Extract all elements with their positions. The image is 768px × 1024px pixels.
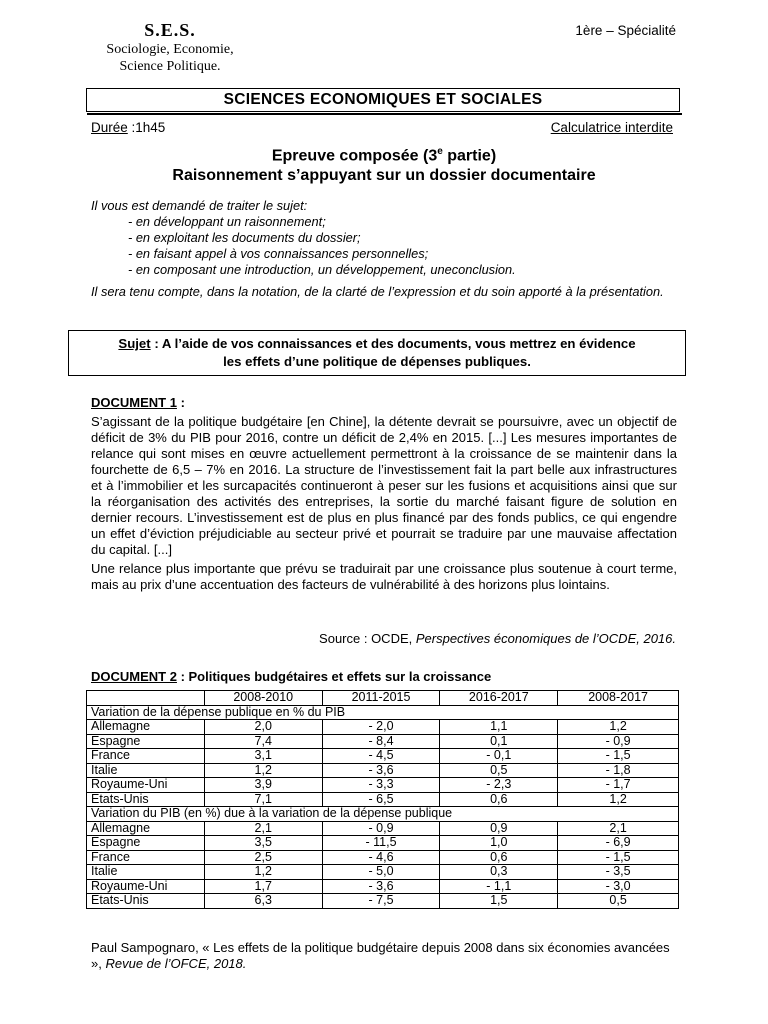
subject-box <box>68 330 686 376</box>
table-country-cell: Espagne <box>87 836 205 851</box>
subject-line2: les effets d’une politique de dépenses publiques. <box>223 354 531 369</box>
table-country-cell: France <box>87 850 205 865</box>
table-section-row <box>87 705 679 720</box>
ses-title: S.E.S. <box>144 20 196 40</box>
table-row <box>87 821 679 836</box>
table-row <box>87 778 679 793</box>
document1-source <box>319 631 676 646</box>
table-value-cell: 0,6 <box>440 850 558 865</box>
document1-suffix: : <box>176 395 185 410</box>
table-value-cell: - 5,0 <box>322 865 440 880</box>
document2-label: DOCUMENT 2 <box>91 669 177 684</box>
table-section-label: Variation de la dépense publique en % du PIB <box>87 705 679 720</box>
table-row <box>87 763 679 778</box>
table-value-cell: 6,3 <box>204 894 322 909</box>
instruction-item: - en composant une introduction, un développement, uneconclusion. <box>128 262 516 277</box>
table-row <box>87 865 679 880</box>
table-value-cell: - 3,0 <box>558 879 679 894</box>
table-row <box>87 720 679 735</box>
level-label: 1ère – Spécialité <box>575 23 676 38</box>
table-section-row <box>87 807 679 822</box>
table-row <box>87 749 679 764</box>
document1-title <box>91 395 185 410</box>
document1-source-title: Perspectives économiques de l’OCDE, 2016. <box>415 631 676 646</box>
table-row <box>87 894 679 909</box>
table-value-cell: 1,2 <box>558 792 679 807</box>
table-country-cell: Etats-Unis <box>87 792 205 807</box>
table-header-cell <box>87 691 205 706</box>
calculator-note: Calculatrice interdite <box>550 120 673 135</box>
table-country-cell: Allemagne <box>87 720 205 735</box>
table-value-cell: 1,2 <box>204 763 322 778</box>
document2-source-prefix: Paul Sampognaro, « Les effets de la politique budgétaire depuis 2008 dans six économies avancées », <box>91 940 670 971</box>
table-row <box>87 879 679 894</box>
instructions-intro: Il vous est demandé de traiter le sujet: <box>91 198 308 213</box>
table-value-cell: - 1,5 <box>558 749 679 764</box>
instruction-item: - en développant un raisonnement; <box>128 214 326 229</box>
table-row <box>87 836 679 851</box>
table-value-cell: 1,2 <box>558 720 679 735</box>
table-row <box>87 734 679 749</box>
table-value-cell: 0,3 <box>440 865 558 880</box>
table-country-cell: France <box>87 749 205 764</box>
table-value-cell: 1,1 <box>440 720 558 735</box>
table-value-cell: - 3,6 <box>322 763 440 778</box>
table-value-cell: 7,4 <box>204 734 322 749</box>
table-value-cell: - 0,9 <box>558 734 679 749</box>
table-value-cell: 3,1 <box>204 749 322 764</box>
duration <box>91 120 165 135</box>
table-value-cell: 0,5 <box>440 763 558 778</box>
instructions-list <box>91 214 679 278</box>
table-value-cell: - 7,5 <box>322 894 440 909</box>
table-value-cell: 1,7 <box>204 879 322 894</box>
table-header-cell: 2016-2017 <box>440 691 558 706</box>
table-country-cell: Etats-Unis <box>87 894 205 909</box>
table-country-cell: Italie <box>87 763 205 778</box>
table-value-cell: 0,5 <box>558 894 679 909</box>
table-value-cell: 2,1 <box>558 821 679 836</box>
table-value-cell: - 1,8 <box>558 763 679 778</box>
table-value-cell: - 4,5 <box>322 749 440 764</box>
table-value-cell: - 0,1 <box>440 749 558 764</box>
exam-heading-line1 <box>0 142 768 166</box>
table-row <box>87 792 679 807</box>
instructions-note: Il sera tenu compte, dans la notation, de la clarté de l’expression et du soin apporté à la présentation. <box>91 284 664 299</box>
table-country-cell: Royaume-Uni <box>87 778 205 793</box>
document1-text <box>91 414 677 596</box>
table-value-cell: 3,5 <box>204 836 322 851</box>
table-header-row <box>87 691 679 706</box>
table-value-cell: - 3,6 <box>322 879 440 894</box>
exam-heading-sup: e <box>437 146 443 157</box>
table-value-cell: 0,6 <box>440 792 558 807</box>
document1-source-prefix: Source : OCDE, <box>319 631 416 646</box>
duration-value: :1h45 <box>127 120 166 135</box>
document1-paragraph1: S’agissant de la politique budgétaire [en Chine], la détente devrait se poursuivre, avec un objectif de déficit de 3% du PIB pour 2016, contre un déficit de 2,4% en 2015. [...] Les mesures importantes de relance qui sont mises en œuvre actuellement permettront à la croissance de se maintenir dans la fourchette de 6,5 – 7% en 2016. La structure de l’investissement fait la part belle aux infrastructures et à l’immobilier et les surcapacités continueront à peser sur les fusions et acquisitions ainsi que sur la réorganisation des activités des entreprises, la sortie du marché faisant figure de solution en dernier recours. L’investissement est de plus en plus financé par des fonds publics, ce qui engendre un effet d’éviction préjudiciable au secteur privé et pourrait se traduire par une mauvaise affectation du capital. [...] <box>91 414 677 557</box>
table-value-cell: - 1,1 <box>440 879 558 894</box>
duration-label: Durée <box>91 120 128 135</box>
table-value-cell: - 1,7 <box>558 778 679 793</box>
exam-heading-part-b: partie) <box>442 147 497 165</box>
table-row <box>87 850 679 865</box>
table-country-cell: Allemagne <box>87 821 205 836</box>
table-value-cell: 1,2 <box>204 865 322 880</box>
instruction-item: - en exploitant les documents du dossier; <box>128 230 361 245</box>
instruction-item: - en faisant appel à vos connaissances personnelles; <box>128 246 429 261</box>
table-value-cell: 3,9 <box>204 778 322 793</box>
document1-label: DOCUMENT 1 <box>91 395 177 410</box>
header-ses-block <box>80 20 260 75</box>
subject-text1: : A l’aide de vos connaissances et des documents, vous mettrez en évidence <box>150 336 636 351</box>
document1-paragraph2: Une relance plus importante que prévu se traduirait par une croissance plus soutenue à court terme, mais au prix d’une accentuation des facteurs de vulnérabilité à des horizons plus lointains. <box>91 561 677 592</box>
table-section-label: Variation du PIB (en %) due à la variation de la dépense publique <box>87 807 679 822</box>
table-header-cell: 2008-2017 <box>558 691 679 706</box>
table-value-cell: - 6,5 <box>322 792 440 807</box>
table-value-cell: 7,1 <box>204 792 322 807</box>
table-value-cell: - 4,6 <box>322 850 440 865</box>
table-header-cell: 2011-2015 <box>322 691 440 706</box>
table-value-cell: 2,5 <box>204 850 322 865</box>
main-title: SCIENCES ECONOMIQUES ET SOCIALES <box>86 88 680 112</box>
subject-line1 <box>69 335 685 353</box>
table-value-cell: - 11,5 <box>322 836 440 851</box>
subject-label: Sujet <box>118 336 151 351</box>
instructions <box>91 198 679 300</box>
budget-policy-table <box>86 690 679 909</box>
ses-subtitle-line1: Sociologie, Economie, <box>106 42 234 57</box>
table-value-cell: 1,5 <box>440 894 558 909</box>
table-country-cell: Espagne <box>87 734 205 749</box>
document2-source <box>91 940 679 972</box>
table-value-cell: - 1,5 <box>558 850 679 865</box>
table-value-cell: - 3,3 <box>322 778 440 793</box>
ses-subtitle-line2: Science Politique. <box>119 59 221 74</box>
table-value-cell: - 8,4 <box>322 734 440 749</box>
table-value-cell: - 6,9 <box>558 836 679 851</box>
document2-title-text: : Politiques budgétaires et effets sur la croissance <box>176 669 492 684</box>
table-value-cell: 0,9 <box>440 821 558 836</box>
table-value-cell: - 3,5 <box>558 865 679 880</box>
table-value-cell: 0,1 <box>440 734 558 749</box>
exam-heading-line2: Raisonnement s’appuyant sur un dossier documentaire <box>172 167 596 185</box>
table-value-cell: 1,0 <box>440 836 558 851</box>
document2-source-title: Revue de l’OFCE, 2018. <box>105 956 247 971</box>
table-header-cell: 2008-2010 <box>204 691 322 706</box>
table-value-cell: - 2,0 <box>322 720 440 735</box>
exam-heading-part-a: Epreuve composée (3 <box>271 147 438 165</box>
table-value-cell: - 0,9 <box>322 821 440 836</box>
exam-heading <box>0 142 768 186</box>
table-country-cell: Italie <box>87 865 205 880</box>
document2-title <box>91 669 491 684</box>
table-value-cell: 2,1 <box>204 821 322 836</box>
table-value-cell: 2,0 <box>204 720 322 735</box>
table-country-cell: Royaume-Uni <box>87 879 205 894</box>
table-value-cell: - 2,3 <box>440 778 558 793</box>
